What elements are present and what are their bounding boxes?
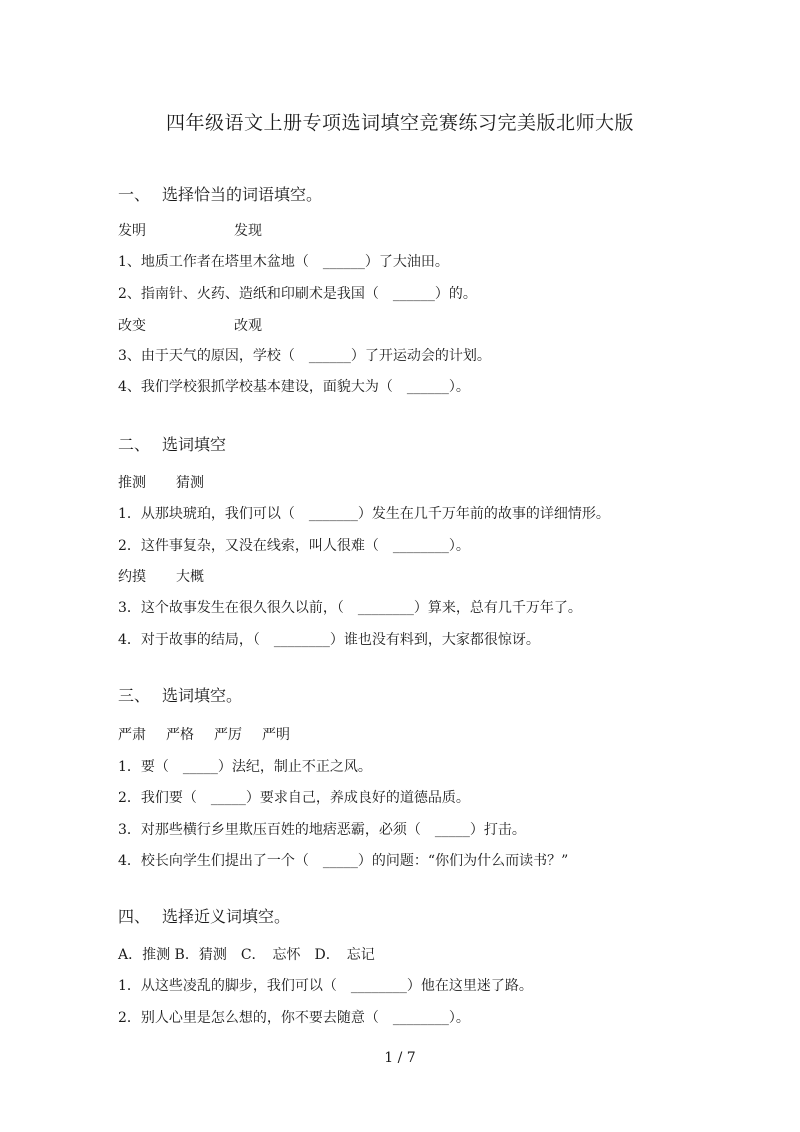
word-option: 严厉 xyxy=(214,727,242,743)
word-option: 大概 xyxy=(176,569,204,585)
word-option: 严格 xyxy=(166,727,194,743)
word-option: 改变 xyxy=(118,318,146,334)
question-item: 4、我们学校狠抓学校基本建设，面貌大为（ ______）。 xyxy=(118,379,470,395)
word-bank xyxy=(118,568,204,586)
word-bank xyxy=(118,726,290,744)
question-item: 2．别人心里是怎么想的，你不要去随意（ ________）。 xyxy=(118,1010,470,1026)
word-option: 严肃 xyxy=(118,727,146,743)
word-bank xyxy=(118,946,375,964)
question-item: 1．从那块琥珀，我们可以（ _______）发生在几千万年前的故事的详细情形。 xyxy=(118,506,610,522)
question-item: 1、地质工作者在塔里木盆地（ ______）了大油田。 xyxy=(118,254,449,270)
word-bank xyxy=(118,222,262,240)
word-bank xyxy=(118,317,262,335)
section-title: 选词填空。 xyxy=(162,686,243,705)
word-option: 推测 xyxy=(118,475,146,491)
section-4-heading xyxy=(118,908,290,926)
question-item: 4．对于故事的结局，（ ________）谁也没有料到，大家都很惊讶。 xyxy=(118,632,540,648)
section-number: 二、 xyxy=(118,435,151,454)
question-item: 2．我们要（ _____）要求自己，养成良好的道德品质。 xyxy=(118,790,470,806)
section-3-heading xyxy=(118,687,242,705)
word-option: 改观 xyxy=(234,318,262,334)
question-item: 4．校长向学生们提出了一个（ _____）的问题：“你们为什么而读书？” xyxy=(118,853,569,869)
page-number: 1 / 7 xyxy=(384,1050,416,1066)
word-option: 猜测 xyxy=(176,475,204,491)
question-item: 3、由于天气的原因，学校（ ______）了开运动会的计划。 xyxy=(118,348,491,364)
section-number: 四、 xyxy=(118,907,151,926)
section-title: 选择恰当的词语填空。 xyxy=(162,185,323,204)
question-item: 1．要（ _____）法纪，制止不正之风。 xyxy=(118,759,372,775)
question-item: 2．这件事复杂，又没在线索，叫人很难（ ________）。 xyxy=(118,538,470,554)
section-2-heading xyxy=(118,436,226,454)
question-item: 3．这个故事发生在很久很久以前，（ ________）算来，总有几千万年了。 xyxy=(118,600,582,616)
section-number: 一、 xyxy=(118,185,151,204)
word-option: 发明 xyxy=(118,223,146,239)
document-title: 四年级语文上册专项选词填空竞赛练习完美版北师大版 xyxy=(165,112,634,134)
word-option: 约摸 xyxy=(118,569,146,585)
word-option: 严明 xyxy=(262,727,290,743)
word-option: 发现 xyxy=(234,223,262,239)
section-title: 选词填空 xyxy=(162,435,227,454)
section-number: 三、 xyxy=(118,686,151,705)
word-bank xyxy=(118,474,204,492)
section-1-heading xyxy=(118,186,322,204)
question-item: 3．对那些横行乡里欺压百姓的地痞恶霸，必须（ _____）打击。 xyxy=(118,822,526,838)
question-item: 1．从这些凌乱的脚步，我们可以（ ________）他在这里迷了路。 xyxy=(118,978,533,994)
section-title: 选择近义词填空。 xyxy=(162,907,291,926)
question-item: 2、指南针、火药、造纸和印刷术是我国（ ______）的。 xyxy=(118,286,477,302)
word-option: A．推测 B．猜测 C． 忘怀 D． 忘记 xyxy=(118,947,375,963)
